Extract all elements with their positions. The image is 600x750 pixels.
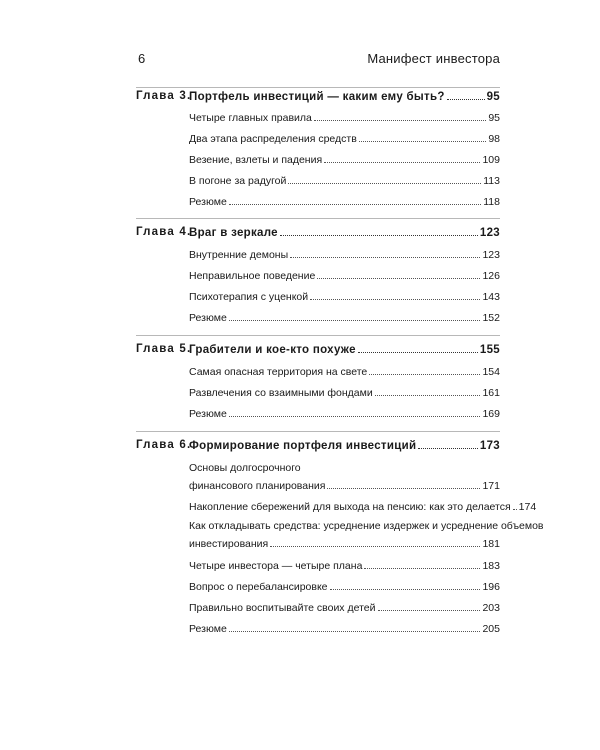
- dot-leader: [229, 204, 481, 205]
- entry-title: Неправильное поведение: [189, 270, 316, 282]
- toc-entry[interactable]: [189, 499, 537, 513]
- chapter-title: Враг в зеркале: [189, 227, 278, 239]
- toc-entry[interactable]: [189, 152, 500, 166]
- entry-title: инвестирования: [189, 538, 269, 550]
- toc-entry[interactable]: [189, 310, 500, 324]
- chapter-label: Глава 3.: [136, 90, 192, 102]
- chapter-divider: [136, 431, 500, 432]
- toc-entry[interactable]: [189, 247, 500, 261]
- entry-title: Два этапа распределения средств: [189, 133, 357, 145]
- dot-leader: [418, 448, 478, 449]
- toc-entry[interactable]: [189, 268, 500, 282]
- entry-page: 161: [482, 387, 500, 399]
- entry-page: 113: [483, 175, 500, 187]
- entry-page: 152: [482, 312, 500, 324]
- chapter-title: Грабители и кое-кто похуже: [189, 344, 356, 356]
- dot-leader: [513, 509, 517, 510]
- entry-title: Четыре главных правила: [189, 112, 312, 124]
- entry-title: Везение, взлеты и падения: [189, 154, 323, 166]
- chapter-divider: [136, 335, 500, 336]
- entry-page: 196: [482, 581, 500, 593]
- chapter-title-entry[interactable]: [189, 225, 500, 239]
- toc-entry[interactable]: [189, 536, 500, 550]
- entry-title: В погоне за радугой: [189, 175, 287, 187]
- chapter-label: Глава 4.: [136, 226, 192, 238]
- chapter-title-entry[interactable]: [189, 342, 500, 356]
- dot-leader: [324, 162, 480, 163]
- dot-leader: [290, 257, 480, 258]
- chapter-label: Глава 5.: [136, 343, 192, 355]
- entry-title: Вопрос о перебалансировке: [189, 581, 328, 593]
- entry-page: 169: [482, 408, 500, 420]
- dot-leader: [369, 374, 480, 375]
- running-title: Манифест инвестора: [367, 50, 500, 66]
- chapter-title: Формирование портфеля инвестиций: [189, 440, 417, 452]
- toc-entry[interactable]: [189, 600, 500, 614]
- toc-entry[interactable]: [189, 558, 500, 572]
- entry-page: 203: [482, 602, 500, 614]
- chapter-title: Портфель инвестиций — каким ему быть?: [189, 91, 445, 103]
- entry-title: Резюме: [189, 312, 227, 324]
- dot-leader: [378, 610, 481, 611]
- dot-leader: [229, 631, 481, 632]
- toc-entry[interactable]: [189, 289, 500, 303]
- toc-entry[interactable]: [189, 385, 500, 399]
- dot-leader: [359, 141, 487, 142]
- entry-title-line1: Как откладывать средства: усреднение издержек и усреднение объемов: [189, 520, 544, 532]
- entry-title: Резюме: [189, 623, 227, 635]
- entry-title: Правильно воспитывайте своих детей: [189, 602, 376, 614]
- toc-entry[interactable]: [189, 406, 500, 420]
- dot-leader: [229, 320, 481, 321]
- entry-page: 118: [483, 196, 500, 208]
- dot-leader: [314, 120, 486, 121]
- toc-entry[interactable]: [189, 110, 500, 124]
- chapter-page: 123: [479, 227, 500, 239]
- entry-title: Психотерапия с уценкой: [189, 291, 309, 303]
- toc-entry[interactable]: [189, 621, 500, 635]
- dot-leader: [358, 352, 478, 353]
- chapter-divider: [136, 218, 500, 219]
- toc-entry[interactable]: [189, 364, 500, 378]
- dot-leader: [229, 416, 481, 417]
- chapter-page: 173: [479, 440, 500, 452]
- dot-leader: [310, 299, 480, 300]
- entry-title: Внутренние демоны: [189, 249, 289, 261]
- toc-entry[interactable]: [189, 478, 500, 492]
- dot-leader: [270, 546, 480, 547]
- chapter-label: Глава 6.: [136, 439, 192, 451]
- entry-page: 171: [482, 480, 500, 492]
- chapter-page: 155: [479, 344, 500, 356]
- dot-leader: [330, 589, 481, 590]
- toc-entry[interactable]: [189, 131, 500, 145]
- entry-title: Резюме: [189, 196, 227, 208]
- dot-leader: [280, 235, 478, 236]
- entry-page: 183: [482, 560, 500, 572]
- entry-title: Четыре инвестора — четыре плана: [189, 560, 363, 572]
- entry-title: финансового планирования: [189, 480, 326, 492]
- entry-page: 205: [482, 623, 500, 635]
- dot-leader: [317, 278, 480, 279]
- page-number: 6: [138, 50, 146, 66]
- entry-page: 126: [482, 270, 500, 282]
- toc-entry[interactable]: [189, 173, 500, 187]
- toc-entry[interactable]: [189, 579, 500, 593]
- entry-page: 174: [518, 501, 537, 513]
- toc-entry[interactable]: [189, 194, 500, 208]
- chapter-title-entry[interactable]: [189, 438, 500, 452]
- dot-leader: [364, 568, 480, 569]
- entry-page: 123: [482, 249, 500, 261]
- entry-page: 98: [488, 133, 500, 145]
- chapter-divider: [136, 87, 500, 88]
- page-header: [138, 49, 500, 67]
- dot-leader: [447, 99, 485, 100]
- entry-page: 143: [482, 291, 500, 303]
- entry-page: 109: [482, 154, 500, 166]
- entry-title: Самая опасная территория на свете: [189, 366, 368, 378]
- dot-leader: [288, 183, 481, 184]
- entry-page: 95: [488, 112, 500, 124]
- entry-page: 154: [482, 366, 500, 378]
- entry-page: 181: [482, 538, 500, 550]
- entry-title: Накопление сбережений для выхода на пенсию: как это делается: [189, 501, 511, 513]
- dot-leader: [327, 488, 480, 489]
- chapter-title-entry[interactable]: [189, 89, 500, 103]
- entry-title: Развлечения со взаимными фондами: [189, 387, 373, 399]
- entry-title-line1: Основы долгосрочного: [189, 462, 301, 474]
- chapter-page: 95: [486, 91, 500, 103]
- entry-title: Резюме: [189, 408, 227, 420]
- dot-leader: [375, 395, 481, 396]
